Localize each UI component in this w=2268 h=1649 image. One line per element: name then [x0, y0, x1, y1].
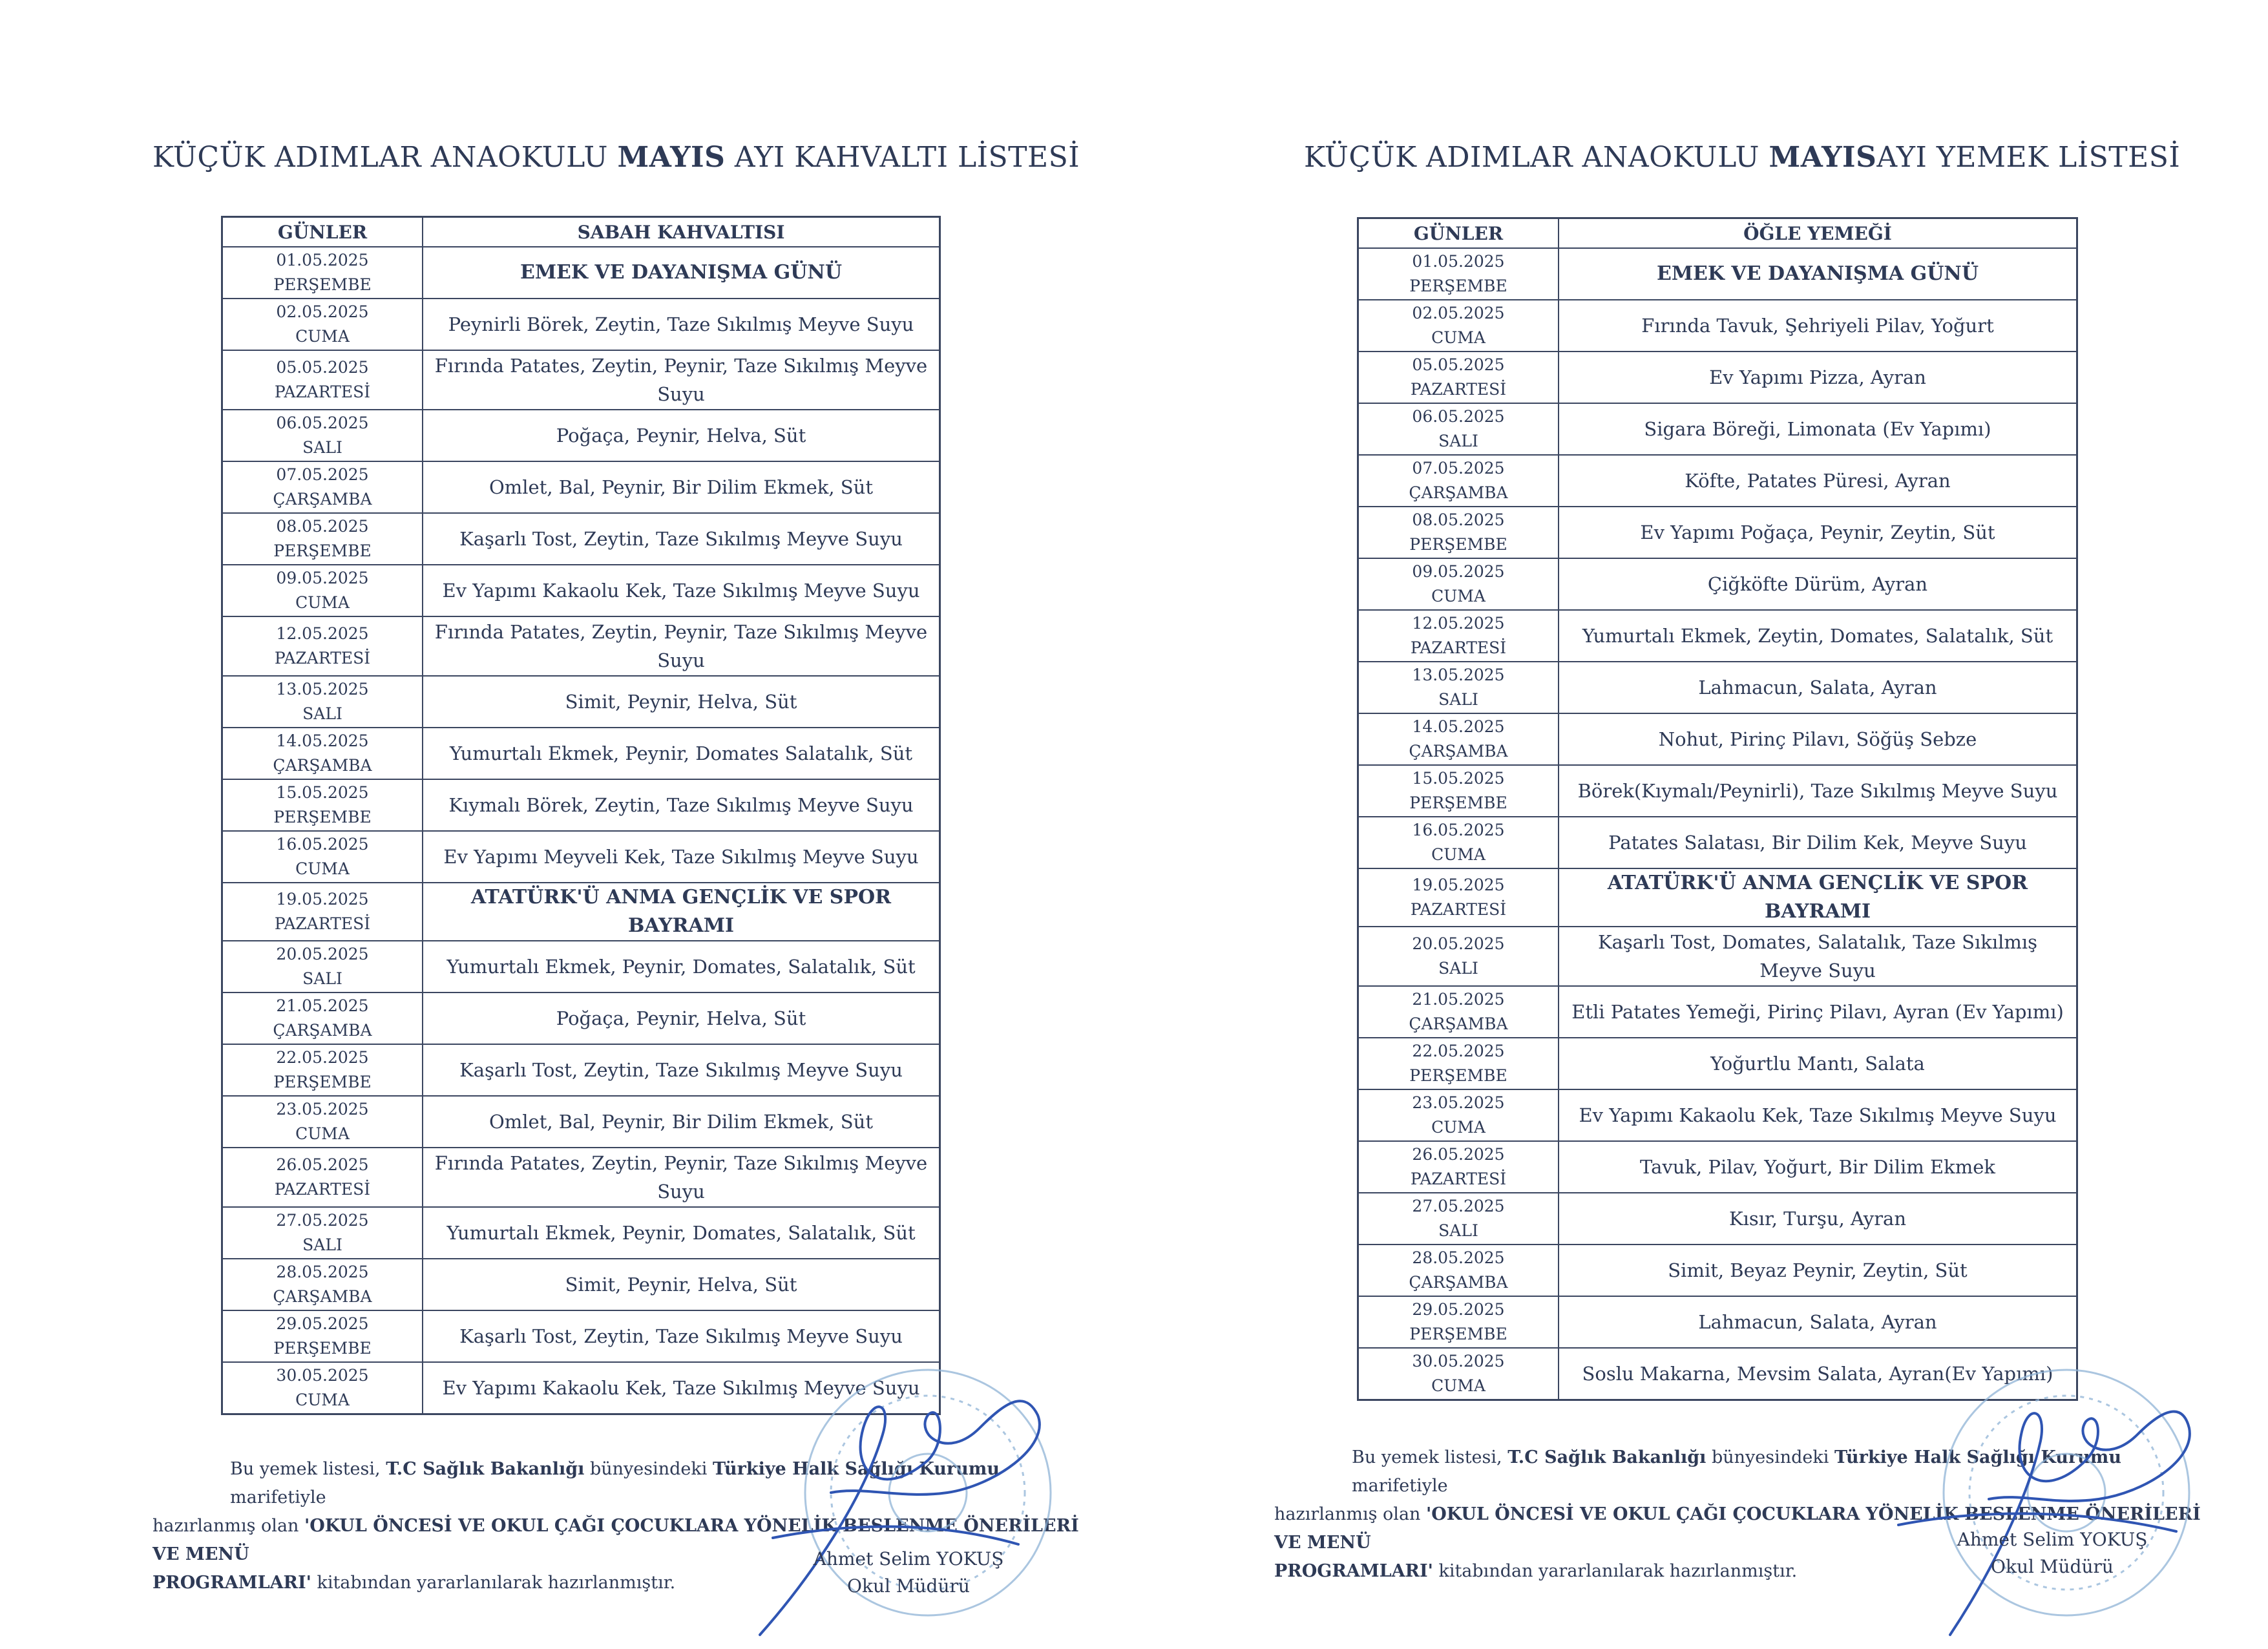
day-cell [1358, 403, 1559, 455]
date-text: 12.05.2025 [276, 624, 369, 643]
day-cell [222, 1096, 423, 1148]
table-row [1358, 662, 2077, 713]
date-text: 06.05.2025 [1412, 407, 1505, 426]
weekday-text: CUMA [295, 1124, 350, 1143]
lunch-table [1357, 217, 2078, 1401]
date-text: 29.05.2025 [276, 1314, 369, 1333]
weekday-text: PERŞEMBE [1409, 1325, 1507, 1343]
day-cell [222, 941, 423, 993]
table-row [1358, 713, 2077, 765]
meal-cell: Sigara Böreği, Limonata (Ev Yapımı) [1559, 403, 2077, 455]
weekday-text: PERŞEMBE [1409, 277, 1507, 295]
weekday-text: ÇARŞAMBA [273, 1021, 372, 1040]
weekday-text: SALI [302, 969, 342, 988]
meal-cell: Omlet, Bal, Peynir, Bir Dilim Ekmek, Süt [423, 1096, 940, 1148]
table-row [1358, 455, 2077, 507]
weekday-text: SALI [1438, 690, 1478, 709]
table-row [1358, 300, 2077, 352]
weekday-text: PERŞEMBE [1409, 535, 1507, 554]
table-row [222, 941, 940, 993]
weekday-text: PERŞEMBE [1409, 1066, 1507, 1085]
weekday-text: CUMA [295, 859, 350, 878]
date-text: 26.05.2025 [1412, 1145, 1505, 1164]
weekday-text: SALI [302, 704, 342, 723]
meal-cell: Simit, Peynir, Helva, Süt [423, 1259, 940, 1310]
weekday-text: PAZARTESİ [1410, 638, 1507, 657]
date-text: 13.05.2025 [1412, 666, 1505, 684]
breakfast-col-meal: SABAH KAHVALTISI [423, 217, 940, 247]
meal-cell: Ev Yapımı Kakaolu Kek, Taze Sıkılmış Meyve Suyu [1559, 1089, 2077, 1141]
breakfast-title-month: MAYIS [617, 141, 726, 174]
day-cell [222, 1207, 423, 1259]
meal-cell: Çiğköfte Dürüm, Ayran [1559, 558, 2077, 610]
meal-cell: Kıymalı Börek, Zeytin, Taze Sıkılmış Meyve Suyu [423, 779, 940, 831]
day-cell [222, 1259, 423, 1310]
date-text: 21.05.2025 [1412, 990, 1505, 1009]
table-row [222, 779, 940, 831]
weekday-text: CUMA [1431, 845, 1486, 864]
footnote-text: hazırlanmış olan [1274, 1504, 1427, 1524]
meal-cell: Omlet, Bal, Peynir, Bir Dilim Ekmek, Süt [423, 461, 940, 513]
date-text: 15.05.2025 [276, 783, 369, 802]
date-text: 27.05.2025 [1412, 1197, 1505, 1215]
meal-cell: Soslu Makarna, Mevsim Salata, Ayran(Ev Yapımı) [1559, 1348, 2077, 1400]
meal-cell: Kısır, Turşu, Ayran [1559, 1193, 2077, 1245]
weekday-text: PERŞEMBE [273, 1073, 372, 1091]
date-text: 29.05.2025 [1412, 1300, 1505, 1319]
date-text: 27.05.2025 [276, 1211, 369, 1230]
day-cell [1358, 507, 1559, 558]
day-cell [1358, 1348, 1559, 1400]
date-text: 23.05.2025 [1412, 1093, 1505, 1112]
day-cell [222, 779, 423, 831]
signer-title: Okul Müdürü [847, 1575, 970, 1597]
breakfast-table [221, 216, 941, 1415]
official-stamp-and-signature [1873, 1331, 2234, 1641]
meal-cell: Nohut, Pirinç Pilavı, Söğüş Sebze [1559, 713, 2077, 765]
table-row [222, 1148, 940, 1207]
footnote-ministry: T.C Sağlık Bakanlığı [1507, 1447, 1706, 1467]
footnote-book-title: 'OKUL ÖNCESİ VE OKUL ÇAĞI ÇOCUKLARA YÖNELİK BESLENME ÖNERİLERİ VE MENÜ [152, 1516, 1079, 1564]
meal-cell: Fırında Patates, Zeytin, Peynir, Taze Sıkılmış Meyve Suyu [423, 616, 940, 676]
table-row [1358, 986, 2077, 1038]
date-text: 07.05.2025 [1412, 459, 1505, 478]
day-cell [1358, 713, 1559, 765]
date-text: 28.05.2025 [1412, 1248, 1505, 1267]
day-cell [1358, 248, 1559, 300]
weekday-text: CUMA [295, 1391, 350, 1409]
weekday-text: ÇARŞAMBA [1409, 1014, 1508, 1033]
table-row [1358, 248, 2077, 300]
day-cell [1358, 1245, 1559, 1296]
meal-cell: Ev Yapımı Pizza, Ayran [1559, 352, 2077, 403]
day-cell [222, 299, 423, 350]
breakfast-title [152, 141, 1080, 174]
meal-cell: Yumurtalı Ekmek, Peynir, Domates Salatalık, Süt [423, 728, 940, 779]
date-text: 02.05.2025 [276, 302, 369, 321]
lunch-header-row [1358, 218, 2077, 249]
footnote-book-title-end: PROGRAMLARI' [152, 1573, 311, 1593]
weekday-text: SALI [302, 438, 342, 457]
date-text: 01.05.2025 [1412, 252, 1505, 271]
day-cell [222, 1148, 423, 1207]
weekday-text: PERŞEMBE [273, 275, 372, 294]
day-cell [222, 728, 423, 779]
day-cell [1358, 1141, 1559, 1193]
footnote-text: Bu yemek listesi, [1352, 1447, 1508, 1467]
lunch-title-prefix: KÜÇÜK ADIMLAR ANAOKULU [1304, 141, 1769, 174]
footnote-text: hazırlanmış olan [152, 1516, 305, 1536]
table-row [222, 831, 940, 883]
day-cell [1358, 610, 1559, 662]
breakfast-title-suffix: AYI KAHVALTI LİSTESİ [725, 141, 1080, 174]
table-row [222, 1207, 940, 1259]
footnote-text: bünyesindeki [1706, 1447, 1834, 1467]
table-row [222, 513, 940, 565]
weekday-text: SALI [1438, 959, 1478, 978]
weekday-text: ÇARŞAMBA [1409, 483, 1508, 502]
date-text: 08.05.2025 [1412, 510, 1505, 529]
day-cell [1358, 927, 1559, 986]
date-text: 12.05.2025 [1412, 614, 1505, 633]
meal-cell: Köfte, Patates Püresi, Ayran [1559, 455, 2077, 507]
date-text: 15.05.2025 [1412, 769, 1505, 788]
meal-cell: Kaşarlı Tost, Domates, Salatalık, Taze Sıkılmış Meyve Suyu [1559, 927, 2077, 986]
table-row [222, 993, 940, 1044]
day-cell [1358, 1193, 1559, 1245]
table-row [1358, 927, 2077, 986]
weekday-text: ÇARŞAMBA [273, 756, 372, 775]
day-cell [222, 461, 423, 513]
meal-cell: Ev Yapımı Kakaolu Kek, Taze Sıkılmış Meyve Suyu [423, 565, 940, 616]
weekday-text: PAZARTESİ [1410, 1170, 1507, 1188]
day-cell [1358, 300, 1559, 352]
table-row [222, 616, 940, 676]
weekday-text: PERŞEMBE [273, 541, 372, 560]
table-row [1358, 765, 2077, 817]
meal-cell: Yoğurtlu Mantı, Salata [1559, 1038, 2077, 1089]
date-text: 26.05.2025 [276, 1155, 369, 1174]
date-text: 13.05.2025 [276, 680, 369, 698]
table-row [1358, 1193, 2077, 1245]
date-text: 23.05.2025 [276, 1100, 369, 1119]
day-cell [1358, 455, 1559, 507]
breakfast-col-days: GÜNLER [222, 217, 423, 247]
weekday-text: PAZARTESİ [274, 649, 371, 667]
date-text: 16.05.2025 [1412, 821, 1505, 839]
holiday-cell: ATATÜRK'Ü ANMA GENÇLİK VE SPOR BAYRAMI [423, 883, 940, 941]
date-text: 16.05.2025 [276, 835, 369, 854]
table-row [1358, 1038, 2077, 1089]
weekday-text: PERŞEMBE [273, 1339, 372, 1358]
meal-cell: Tavuk, Pilav, Yoğurt, Bir Dilim Ekmek [1559, 1141, 2077, 1193]
day-cell [222, 350, 423, 410]
day-cell [1358, 662, 1559, 713]
day-cell [222, 565, 423, 616]
date-text: 09.05.2025 [276, 569, 369, 587]
day-cell [222, 883, 423, 941]
footnote-text: kitabından yararlanılarak hazırlanmıştır. [311, 1573, 676, 1593]
date-text: 14.05.2025 [276, 731, 369, 750]
day-cell [222, 513, 423, 565]
weekday-text: SALI [1438, 1221, 1478, 1240]
day-cell [1358, 1089, 1559, 1141]
meal-cell: Lahmacun, Salata, Ayran [1559, 1296, 2077, 1348]
day-cell [1358, 558, 1559, 610]
footnote-institute: Türkiye Halk Sağlığı Kurumu [1834, 1447, 2121, 1467]
weekday-text: SALI [302, 1235, 342, 1254]
meal-cell: Ev Yapımı Poğaça, Peynir, Zeytin, Süt [1559, 507, 2077, 558]
footnote-text: marifetiyle [1352, 1476, 1448, 1496]
meal-cell: Poğaça, Peynir, Helva, Süt [423, 410, 940, 461]
date-text: 19.05.2025 [1412, 876, 1505, 894]
meal-cell: Ev Yapımı Meyveli Kek, Taze Sıkılmış Meyve Suyu [423, 831, 940, 883]
table-row [1358, 507, 2077, 558]
footnote-text: bünyesindeki [584, 1459, 713, 1479]
date-text: 08.05.2025 [276, 517, 369, 536]
date-text: 28.05.2025 [276, 1263, 369, 1281]
day-cell [1358, 986, 1559, 1038]
weekday-text: CUMA [295, 327, 350, 346]
weekday-text: PAZARTESİ [274, 1180, 371, 1199]
lunch-title-suffix: AYI YEMEK LİSTESİ [1876, 141, 2181, 174]
date-text: 22.05.2025 [276, 1048, 369, 1067]
table-row [222, 1044, 940, 1096]
table-row [1358, 352, 2077, 403]
meal-cell: Yumurtalı Ekmek, Peynir, Domates, Salatalık, Süt [423, 941, 940, 993]
table-row [222, 350, 940, 410]
meal-cell: Fırında Patates, Zeytin, Peynir, Taze Sıkılmış Meyve Suyu [423, 1148, 940, 1207]
lunch-title [1304, 141, 2180, 174]
date-text: 06.05.2025 [276, 414, 369, 432]
meal-cell: Kaşarlı Tost, Zeytin, Taze Sıkılmış Meyve Suyu [423, 1044, 940, 1096]
meal-cell: Patates Salatası, Bir Dilim Kek, Meyve Suyu [1559, 817, 2077, 868]
signer-name: Ahmet Selim YOKUŞ [1957, 1529, 2148, 1550]
table-row [222, 247, 940, 299]
signer-title: Okul Müdürü [1991, 1556, 2114, 1577]
day-cell [222, 410, 423, 461]
date-text: 21.05.2025 [276, 996, 369, 1015]
table-row [1358, 1141, 2077, 1193]
day-cell [222, 1310, 423, 1362]
lunch-title-month: MAYIS [1769, 141, 1877, 174]
weekday-text: CUMA [1431, 1118, 1486, 1137]
table-row [1358, 558, 2077, 610]
day-cell [1358, 765, 1559, 817]
day-cell [222, 1044, 423, 1096]
date-text: 20.05.2025 [276, 945, 369, 963]
weekday-text: ÇARŞAMBA [273, 490, 372, 509]
weekday-text: ÇARŞAMBA [273, 1287, 372, 1306]
table-row [1358, 1245, 2077, 1296]
signature-stroke [1950, 1412, 2190, 1635]
day-cell [1358, 868, 1559, 927]
weekday-text: ÇARŞAMBA [1409, 742, 1508, 761]
table-row [1358, 1089, 2077, 1141]
date-text: 02.05.2025 [1412, 304, 1505, 322]
signature-stroke-2 [773, 1527, 1018, 1545]
breakfast-title-prefix: KÜÇÜK ADIMLAR ANAOKULU [152, 141, 618, 174]
weekday-text: PAZARTESİ [274, 383, 371, 401]
lunch-signature-block [1916, 1526, 2188, 1581]
table-row [222, 565, 940, 616]
table-row [222, 1259, 940, 1310]
weekday-text: CUMA [1431, 587, 1486, 605]
breakfast-table-body [222, 247, 940, 1414]
weekday-text: SALI [1438, 432, 1478, 450]
lunch-table-body [1358, 248, 2077, 1400]
date-text: 05.05.2025 [276, 358, 369, 377]
date-text: 19.05.2025 [276, 890, 369, 909]
meal-cell: Ev Yapımı Kakaolu Kek, Taze Sıkılmış Meyve Suyu [423, 1362, 940, 1414]
table-row [222, 299, 940, 350]
day-cell [222, 1362, 423, 1414]
day-cell [1358, 1296, 1559, 1348]
table-row [222, 461, 940, 513]
meal-cell: Etli Patates Yemeği, Pirinç Pilavı, Ayran (Ev Yapımı) [1559, 986, 2077, 1038]
signer-name: Ahmet Selim YOKUŞ [813, 1548, 1004, 1570]
meal-cell: Simit, Beyaz Peynir, Zeytin, Süt [1559, 1245, 2077, 1296]
footnote-book-title-end: PROGRAMLARI' [1274, 1561, 1433, 1581]
day-cell [222, 993, 423, 1044]
holiday-cell: EMEK VE DAYANIŞMA GÜNÜ [423, 247, 940, 299]
meal-cell: Yumurtalı Ekmek, Peynir, Domates, Salatalık, Süt [423, 1207, 940, 1259]
meal-cell: Peynirli Börek, Zeytin, Taze Sıkılmış Meyve Suyu [423, 299, 940, 350]
weekday-text: PAZARTESİ [1410, 380, 1507, 399]
lunch-col-days: GÜNLER [1358, 218, 1559, 249]
weekday-text: CUMA [1431, 1376, 1486, 1395]
weekday-text: PAZARTESİ [1410, 900, 1507, 919]
date-text: 07.05.2025 [276, 465, 369, 484]
meal-cell: Fırında Tavuk, Şehriyeli Pilav, Yoğurt [1559, 300, 2077, 352]
weekday-text: ÇARŞAMBA [1409, 1273, 1508, 1292]
date-text: 22.05.2025 [1412, 1042, 1505, 1060]
table-row [1358, 610, 2077, 662]
day-cell [222, 831, 423, 883]
meal-cell: Yumurtalı Ekmek, Zeytin, Domates, Salatalık, Süt [1559, 610, 2077, 662]
meal-cell: Fırında Patates, Zeytin, Peynir, Taze Sıkılmış Meyve Suyu [423, 350, 940, 410]
date-text: 30.05.2025 [1412, 1352, 1505, 1371]
table-row [1358, 817, 2077, 868]
day-cell [222, 247, 423, 299]
date-text: 14.05.2025 [1412, 717, 1505, 736]
table-row [1358, 403, 2077, 455]
footnote-ministry: T.C Sağlık Bakanlığı [386, 1459, 585, 1479]
date-text: 20.05.2025 [1412, 934, 1505, 953]
meal-cell: Kaşarlı Tost, Zeytin, Taze Sıkılmış Meyve Suyu [423, 513, 940, 565]
meal-cell: Simit, Peynir, Helva, Süt [423, 676, 940, 728]
meal-cell: Börek(Kıymalı/Peynirli), Taze Sıkılmış Meyve Suyu [1559, 765, 2077, 817]
footnote-text: Bu yemek listesi, [230, 1459, 386, 1479]
day-cell [222, 676, 423, 728]
date-text: 30.05.2025 [276, 1366, 369, 1385]
weekday-text: CUMA [1431, 328, 1486, 347]
day-cell [222, 616, 423, 676]
day-cell [1358, 1038, 1559, 1089]
footnote-institute: Türkiye Halk Sağlığı Kurumu [713, 1459, 1000, 1479]
breakfast-header-row [222, 217, 940, 247]
day-cell [1358, 817, 1559, 868]
date-text: 05.05.2025 [1412, 355, 1505, 374]
footnote-book-title: 'OKUL ÖNCESİ VE OKUL ÇAĞI ÇOCUKLARA YÖNELİK BESLENME ÖNERİLERİ VE MENÜ [1274, 1504, 2201, 1553]
lunch-col-meal: ÖĞLE YEMEĞİ [1559, 218, 2077, 249]
meal-cell: Kaşarlı Tost, Zeytin, Taze Sıkılmış Meyve Suyu [423, 1310, 940, 1362]
weekday-text: PERŞEMBE [1409, 793, 1507, 812]
day-cell [1358, 352, 1559, 403]
date-text: 01.05.2025 [276, 251, 369, 269]
table-row [1358, 868, 2077, 927]
table-row [222, 883, 940, 941]
weekday-text: CUMA [295, 593, 350, 612]
breakfast-signature-block [779, 1546, 1038, 1600]
weekday-text: PAZARTESİ [274, 914, 371, 933]
footnote-text: kitabından yararlanılarak hazırlanmıştır. [1433, 1561, 1798, 1581]
holiday-cell: ATATÜRK'Ü ANMA GENÇLİK VE SPOR BAYRAMI [1559, 868, 2077, 927]
table-row [222, 676, 940, 728]
footnote-text: marifetiyle [230, 1487, 326, 1507]
table-row [222, 410, 940, 461]
meal-cell: Poğaça, Peynir, Helva, Süt [423, 993, 940, 1044]
holiday-cell: EMEK VE DAYANIŞMA GÜNÜ [1559, 248, 2077, 300]
table-row [222, 1096, 940, 1148]
meal-cell: Lahmacun, Salata, Ayran [1559, 662, 2077, 713]
weekday-text: PERŞEMBE [273, 808, 372, 826]
date-text: 09.05.2025 [1412, 562, 1505, 581]
table-row [222, 728, 940, 779]
